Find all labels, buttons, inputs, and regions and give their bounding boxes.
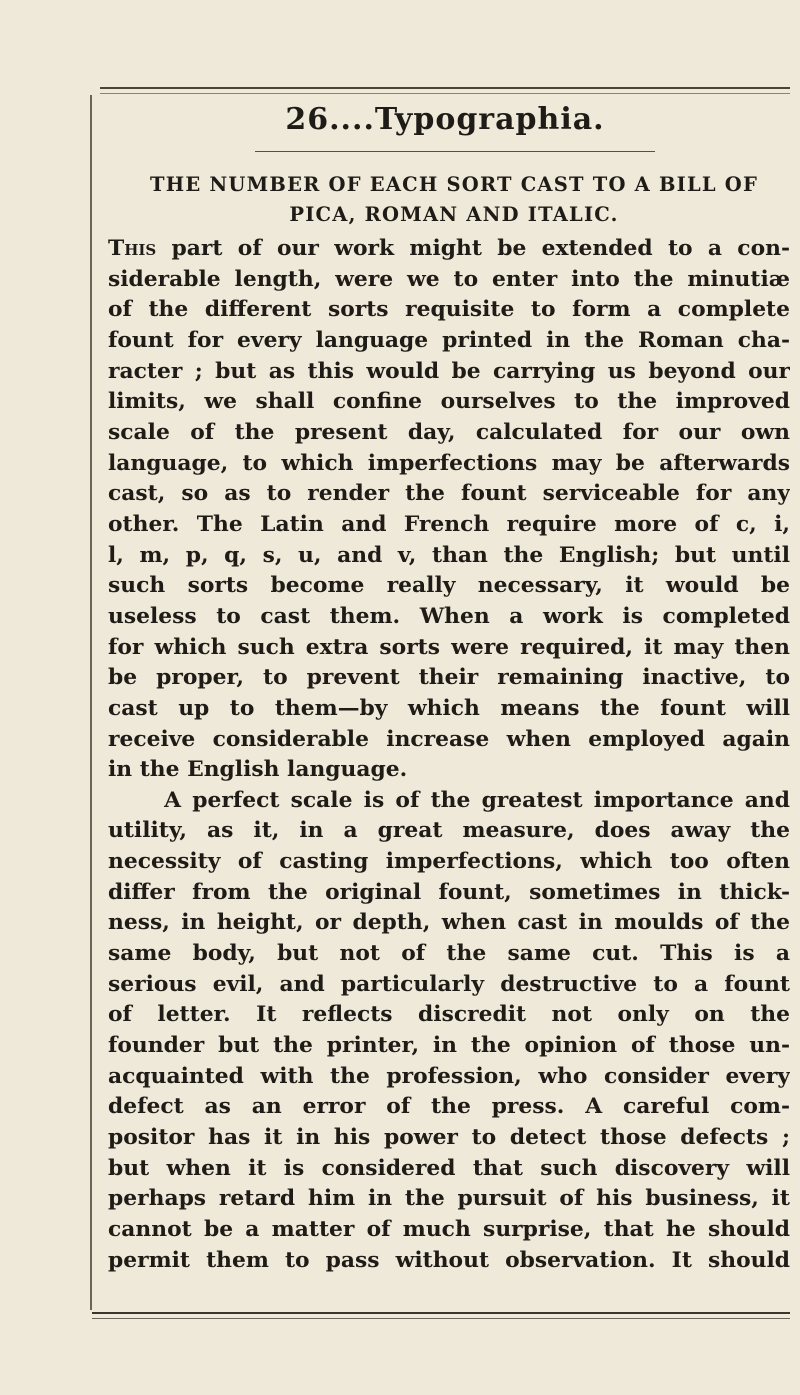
page-number: 26 [285, 102, 330, 137]
text-line: siderable length, were we to enter into the minutiæ [108, 266, 790, 292]
bottom-rule [92, 1312, 790, 1314]
text-line: racter ; but as this would be carrying us beyond our [108, 358, 790, 384]
header-rule [255, 151, 655, 152]
section-title-line-2: PICA, ROMAN AND ITALIC. [289, 203, 619, 226]
text-line: limits, we shall confine ourselves to the improved [108, 389, 790, 415]
text-line: cast up to them—by which means the fount will [108, 695, 790, 721]
text-line: useless to cast them. When a work is completed [108, 603, 790, 629]
running-title: ....Typographia. [329, 102, 605, 137]
text-line: cannot be a matter of much surprise, that he should [108, 1217, 790, 1242]
text-line: defect as an error of the press. A careful com- [108, 1094, 790, 1120]
text-line: ness, in height, or depth, when cast in moulds of the [108, 910, 790, 936]
text-line: language, to which imperfections may be afterwards [108, 450, 790, 476]
text-line: receive considerable increase when employed again [108, 726, 790, 752]
left-margin-rule [90, 95, 92, 1310]
body-text [108, 234, 790, 1276]
text-line: of letter. It reflects discredit not only on the [108, 1002, 790, 1028]
text-line: l, m, p, q, s, u, and v, than the English; but until [108, 542, 790, 568]
text-line: other. The Latin and French require more of c, i, [108, 511, 790, 537]
text-line: differ from the original fount, sometimes in thick- [108, 879, 790, 905]
text-line: be proper, to prevent their remaining inactive, to [108, 665, 790, 691]
text-line: utility, as it, in a great measure, does away the [108, 818, 790, 844]
text-line: cast, so as to render the fount serviceable for any [108, 481, 790, 507]
text-line-paragraph-end: in the English language. [108, 757, 408, 783]
text-line: serious evil, and particularly destructive to a fount [108, 971, 790, 997]
text-line: same body, but not of the same cut. This is a [108, 941, 790, 967]
text-line: acquainted with the profession, who consider every [108, 1063, 790, 1089]
text-line: but when it is considered that such discovery will [108, 1155, 790, 1181]
text-line-paragraph-start: A perfect scale is of the greatest importance and [108, 787, 790, 813]
first-word: This [108, 236, 157, 261]
section-title-line-1: THE NUMBER OF EACH SORT CAST TO A BILL OF [150, 173, 758, 196]
running-header [100, 102, 790, 137]
top-rule [100, 87, 790, 89]
text-line: necessity of casting imperfections, which too often [108, 849, 790, 875]
text-line: permit them to pass without observation. It should [108, 1247, 790, 1273]
text-line: for which such extra sorts were required, it may then [108, 634, 790, 660]
top-rule-thin [100, 93, 790, 94]
text-line: This part of our work might be extended to a con- [108, 236, 790, 261]
text-line: of the different sorts requisite to form a complete [108, 297, 790, 323]
text-line: such sorts become really necessary, it would be [108, 573, 790, 599]
text-line: scale of the present day, calculated for our own [108, 419, 790, 445]
bottom-rule-thin [92, 1318, 790, 1319]
text-line: founder but the printer, in the opinion of those un- [108, 1033, 790, 1059]
text-line: perhaps retard him in the pursuit of his business, it [108, 1186, 790, 1212]
text-line: positor has it in his power to detect those defects ; [108, 1125, 790, 1151]
text-line: fount for every language printed in the Roman cha- [108, 327, 790, 353]
